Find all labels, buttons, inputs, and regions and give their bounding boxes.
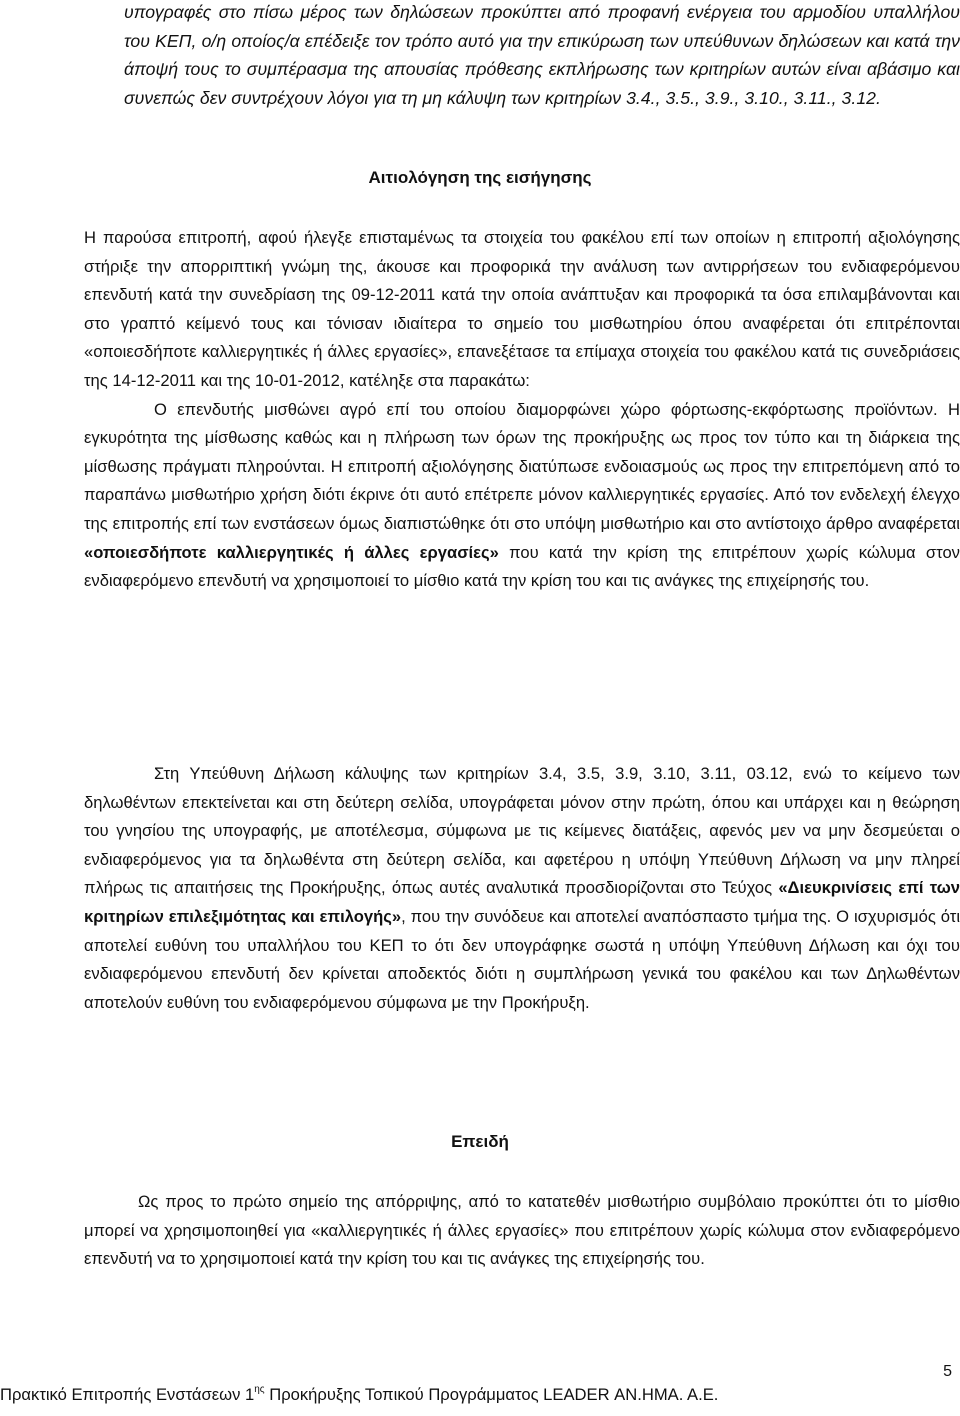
paragraph-declaration-text-1: Στη Υπεύθυνη Δήλωση κάλυψης των κριτηρίων 3.4, 3.5, 3.9, 3.10, 3.11, 03.12, ενώ το κείμενο των δηλωθέντων επεκτείνεται και στη δεύτερη σελίδα, υπογράφεται μόνον στην πρώτη, όπου και υπάρχει και η θεώρηση του γνησίου της υπογραφής, με αποτέλεσμα, σύμφωνα με τις κείμενες διατάξεις, αφενός μεν να μην δεσμεύεται ο ενδιαφερόμενος για τα δηλωθέντα στη δεύτερη σελίδα, και αφετέρου η υπόψη Υπεύθυνη Δήλωση να μην πληρεί πλήρως τις απαιτήσεις της Προκήρυξης, όπως αυτές αναλυτικά προσδιορίζονται στο Τεύχος xyxy=(84,764,960,898)
footer-superscript: ης xyxy=(254,1384,265,1395)
paragraph-declaration-bold: «Διευκρινίσεις επί των κριτηρίων επιλεξιμότητας και επιλογής» xyxy=(84,878,960,926)
heading-whereas: Επειδή xyxy=(451,1132,509,1151)
intro-paragraph: υπογραφές στο πίσω μέρος των δηλώσεων προκύπτει από προφανή ενέργεια του αρμοδίου υπαλλήλου του ΚΕΠ, ο/η οποίος/α επέδειξε τον τρόπο αυτό για την επικύρωση των υπεύθυνων δηλώσεων και κατά την άποψή τους το συμπέρασμα της απουσίας πρόθεσης εκπλήρωσης των κριτηρίων αυτών είναι αβάσιμο και συνεπώς δεν συντρέχουν λόγοι για τη μη κάλυψη των κριτηρίων 3.4., 3.5., 3.9., 3.10., 3.11., 3.12. xyxy=(124,2,960,108)
section-declaration xyxy=(84,760,960,1017)
page-number: 5 xyxy=(943,1363,952,1380)
footer-text-2: Προκήρυξης Τοπικού Προγράμματος LEADER ΑΝ.ΗΜΑ. Α.Ε. xyxy=(264,1385,719,1404)
paragraph-lease-bold: «οποιεσδήποτε καλλιεργητικές ή άλλες εργασίες» xyxy=(84,542,499,562)
paragraph-declaration xyxy=(84,760,960,1017)
section-justification xyxy=(84,224,960,596)
paragraph-lease xyxy=(84,396,960,596)
paragraph-declaration-text-2: , που την συνόδευε και αποτελεί αναπόσπαστο τμήμα της. Ο ισχυρισμός ότι αποτελεί ευθύνη του υπαλλήλου του ΚΕΠ το ότι δεν υπογράφηκε σωστά η υπόψη Υπεύθυνη Δήλωση και όχι του ενδιαφερόμενου επενδυτή δεν κρίνεται αποδεκτός διότι η συμπλήρωση γενικά του φακέλου και των Δηλωθέντων αποτελούν ευθύνη του ενδιαφερόμενου σύμφωνα με την Προκήρυξη. xyxy=(84,906,960,1012)
footer-text-1: Πρακτικό Επιτροπής Ενστάσεων 1 xyxy=(0,1385,255,1404)
heading-justification: Αιτιολόγηση της εισήγησης xyxy=(368,168,592,187)
section-whereas xyxy=(84,1188,960,1274)
paragraph-whereas: Ως προς το πρώτο σημείο της απόρριψης, από το κατατεθέν μισθωτήριο συμβόλαιο προκύπτει ότι το μίσθιο μπορεί να χρησιμοποιηθεί για «καλλιεργητικές ή άλλες εργασίες» που επιτρέπουν χωρίς κώλυμα στον ενδιαφερόμενο επενδυτή να το χρησιμοποιεί κατά την κρίση του και τις ανάγκες της επιχείρησής του. xyxy=(84,1192,960,1269)
paragraph-review: Η παρούσα επιτροπή, αφού ήλεγξε επισταμένως τα στοιχεία του φακέλου επί των οποίων η επιτροπή αξιολόγησης στήριξε την απορριπτική γνώμη της, άκουσε και προφορικά την ανάλυση των αντιρρήσεων του ενδιαφερόμενου επενδυτή κατά την συνεδρίαση της 09-12-2011 κατά την οποία ανάπτυξαν και προφορικά τα όσα επιλαμβάνονται και στο γραπτό κείμενό τους και τόνισαν ιδιαίτερα το σημείο του μισθωτηρίου όπου αναφέρεται ότι επιτρέπονται «οποιεσδήποτε καλλιεργητικές ή άλλες εργασίες», επανεξέτασε τα επίμαχα στοιχεία του φακέλου κατά τις συνεδριάσεις της 14-12-2011 και της 10-01-2012, κατέληξε στα παρακάτω: xyxy=(84,228,960,390)
page-footer xyxy=(0,1385,960,1405)
paragraph-lease-text-2: που κατά την κρίση της επιτρέπουν χωρίς κώλυμα στον ενδιαφερόμενο επενδυτή να χρησιμοποιεί το μίσθιο κατά την κρίση του και τις ανάγκες της επιχείρησής του. xyxy=(84,542,960,591)
paragraph-lease-text-1: Ο επενδυτής μισθώνει αγρό επί του οποίου διαμορφώνει χώρο φόρτωσης-εκφόρτωσης προϊόντων. Η εγκυρότητα της μίσθωσης καθώς και η πλήρωση των όρων της προκήρυξης ως προς τον τύπο και τη διάρκεια της μίσθωσης πράγματι πληρούνται. Η επιτροπή αξιολόγησης διατύπωσε ενδοιασμούς ως προς την επιτρεπόμενη από το παραπάνω μισθωτήριο χρήση διότι έκρινε ότι αυτό επέτρεπε μόνον καλλιεργητικές εργασίες. Από τον ενδελεχή έλεγχο της επιτροπής επί των ενστάσεων όμως διαπιστώθηκε ότι στο υπόψη μισθωτήριο και στο αντίστοιχο άρθρο αναφέρεται xyxy=(84,399,960,533)
